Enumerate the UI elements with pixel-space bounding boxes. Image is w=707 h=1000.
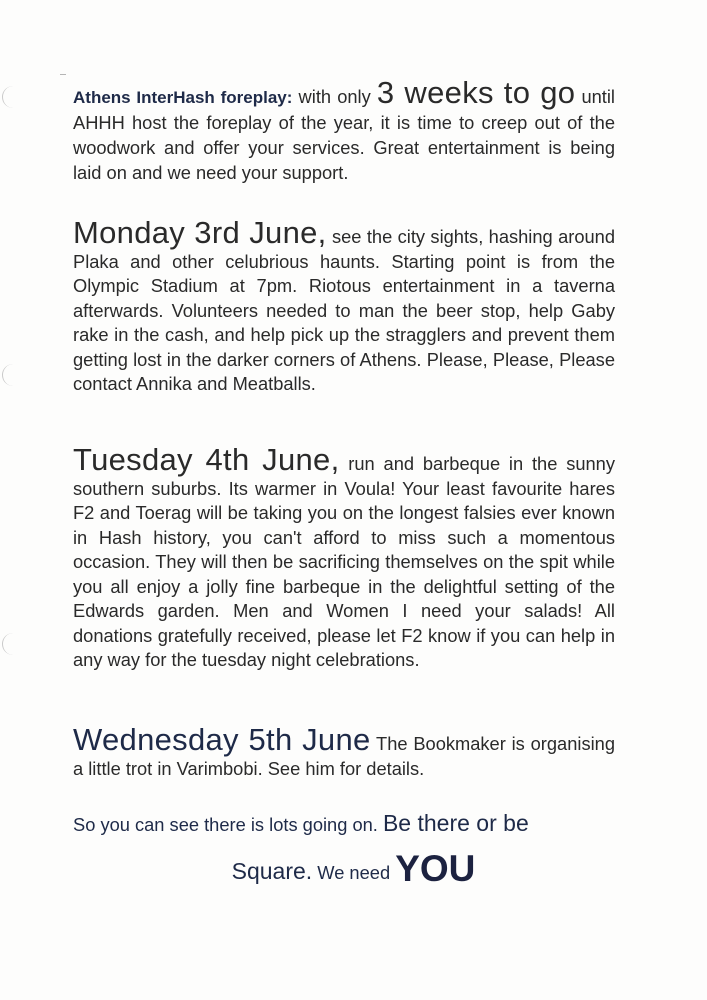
day-heading: Tuesday 4th June,: [73, 442, 340, 477]
closing-text: So you can see there is lots going on.: [73, 814, 383, 835]
paragraph-text: run and barbeque in the sunny southern suburbs. Its warmer in Voula! Your least favourite hares F2 and Toerag will be taking you on the longest falsies ever known in Hash history, you can't afford to miss such a momentous occasion. They will then be sacrificing themselves on the spit while you all enjoy a jolly fine barbeque in the delightful setting of the Edwards garden. Men and Women I need your salads! All donations gratefully received, please let F2 know if you can help in any way for the tuesday night celebrations.: [73, 453, 615, 670]
paragraph-lead: Athens InterHash foreplay:: [73, 88, 293, 107]
closing-you: YOU: [395, 848, 476, 889]
paragraph-monday: [73, 215, 615, 397]
paragraph-emphasis: 3 weeks to go: [376, 75, 576, 110]
day-heading: Monday 3rd June,: [73, 215, 327, 250]
paragraph-wednesday: [73, 722, 615, 781]
closing-emphasis: Be there or be: [382, 810, 529, 836]
day-heading: Wednesday 5th June: [73, 722, 371, 757]
punch-hole-mark: [2, 364, 17, 386]
closing-line-2: [0, 848, 707, 890]
paragraph-tuesday: [73, 442, 615, 673]
paragraph-text: until AHHH host the foreplay of the year, it is time to creep out of the woodwork and offer your services. Great entertainment is being laid on and we need your support.: [73, 86, 615, 183]
paragraph-foreplay: [73, 75, 615, 185]
closing-line: [73, 811, 615, 837]
paragraph-text: The Bookmaker is organising a little trot in Varimbobi. See him for details.: [73, 733, 615, 779]
scan-mark: [60, 74, 66, 75]
punch-hole-mark: [2, 86, 17, 108]
punch-hole-mark: [2, 633, 17, 655]
closing-emphasis: Square.: [231, 858, 313, 884]
paragraph-text: with only: [292, 86, 377, 107]
closing-text: We need: [312, 862, 396, 883]
paragraph-text: see the city sights, hashing around Plaka and other celubrious haunts. Starting point is from the Olympic Stadium at 7pm. Riotous entertainment in a taverna afterwards. Volunteers needed to man the beer stop, help Gaby rake in the cash, and help pick up the stragglers and prevent them getting lost in the darker corners of Athens. Please, Please, Please contact Annika and Meatballs.: [73, 226, 615, 394]
